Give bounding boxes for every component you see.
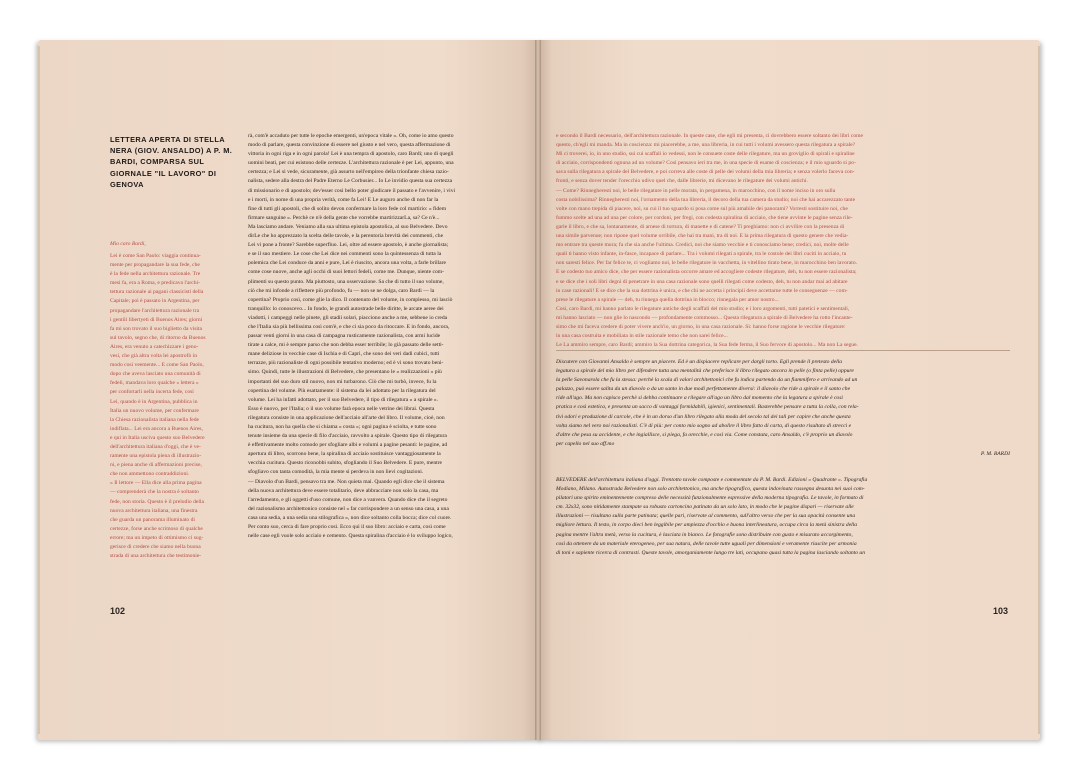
text-line: propagandare l'architettura razionale tra — [110, 307, 200, 314]
text-line: della nuova architettura deve essere totalitario, deve abbracciare non solo la casa, ma — [248, 487, 439, 494]
text-line: che non ammettono contraddizioni. — [110, 471, 190, 478]
text-line: costa nobilissima? Rinnegheresti noi, l'ornamento della tua libreria, il decoro della tua camera da studio; noi che hai accarezzato tante — [556, 196, 856, 203]
text-line: tettura razionale ai pagani classicisti della — [110, 289, 204, 296]
text-line: che guarda un panorama illuminato di — [110, 516, 195, 523]
text-line: garle il libro, e che sa, lontanamente, di arnese di tortura, di manette e di catene? Ti preghiamo: non ci avvilire con la presenza di — [556, 223, 845, 230]
text-line: modo così veemente... E come San Paolo, — [110, 362, 204, 369]
text-line: viadotti, i campeggi nelle pinete, gli stadii solari, piacciono anche a me, sebbene io creda — [248, 314, 448, 321]
text-line: tranquillo: lo conoscevo... In fondo, le grandi autostrade belle diritte, le arcate aeree dei — [248, 305, 444, 312]
separator — [556, 350, 1010, 351]
text-line: i gentili libertyeti di Buenos Aires; giorni — [110, 316, 203, 323]
text-line: Lei, quando è in Argentina, pubblica in — [110, 398, 198, 405]
text-line: terrazze, più razionaliste di ogni possibile tentativo moderno; ed è vi sono trovato beni- — [248, 360, 444, 367]
text-line: fedeli, mandava loro qualche « lettera » — [110, 380, 199, 387]
text-line: pagina mentre l'altra metà, verso la cucitura, è lasciata in bianco. Le fotografie sono distribuite con gusto e misurato accorgimento, — [556, 531, 853, 538]
text-line: plimenti su questo punto. Ma piuttosto, una osservazione. Sa che di tutto il suo volume, — [248, 278, 444, 285]
text-line: migliore lettura. Il testo, in corpo dieci ben leggibile per ampiezza d'occhio e buona interlineatura, occupa circa la metà sinistra della — [556, 522, 858, 529]
text-line: dirLe che ho apprezzato la scelta delle tavole, e la perentoria brevità dei commenti, che — [248, 233, 444, 240]
text-line: è la fede nella architettura razionale. Tre — [110, 271, 201, 278]
text-line: cm. 32x32, sono nitidamente stampate su robusto cartoncino patinato da un solo lato, in modo che le pagine dispari — riservate alle — [556, 504, 854, 511]
text-line: la pelle Savonarola che fu la stessa: perchè la scala di valori architettonici che fu indica partendo da un fiammifero e arrivando ad un — [556, 377, 858, 384]
text-line: — comprenderà che la nostra è soltanto — [110, 489, 199, 496]
text-line: Ma lasciamo andare. Veniamo alla sua ultima epistola apostolica, al suo Belvedere. Devo — [248, 223, 448, 230]
text-line: fine di tutti gli apostoli, che di solito devon confermare la loro fede col martirio: « fidem — [248, 205, 447, 212]
text-line: e secondo il Bardi necessario, dell'architettura razionale. In queste case, che egli mi presenta, ci dovrebbero essere soltanto dei libri come — [556, 133, 863, 139]
text-line: tirate a calce, mi è sempre parso che non debba esser terribile; lo già passato delle setti- — [248, 342, 444, 349]
text-line: che l'Italia sia più bellissima così com'è, e che ci sia poco da ritoccare. E in fondo, ancora, — [248, 323, 450, 330]
text-line: BELVEDERE dell'architettura italiana d'oggi. Trentotto tavole composte e commentate da P. M. Bardi. Edizioni « Quadrante ». Tipografia — [556, 477, 868, 483]
text-line: questo, ch'egli mi manda. Ma in coscienza: mi piacerebbe, a me, una libreria, in cui tutti i volumi avessero questa rilegatura a spirale? — [556, 142, 856, 149]
text-line: ha cucitura, non ha quella che si chiama « costa »; ogni pagina è sciolta, e tutte sono — [248, 424, 437, 430]
text-line: Le La ammiro sempre, caro Bardi; ammiro la Sua dottrina categorica, la Sua fede ferma, il Suo fervore di apostolo... Ma non La segue. — [556, 342, 858, 349]
right-page — [537, 40, 1040, 740]
text-line: Così, caro Bardi, mi hanno parlato le rilegature antiche degli scaffali del mio studio; e i loro argomenti, tutti patetici e sentimentali, — [556, 305, 850, 312]
text-line: nalista, sedere alla destra del Padre Eterno Le Corbusier... Io Le invidio questa sua certezza — [248, 178, 453, 185]
review-block — [556, 476, 1010, 558]
text-line: errore; ma un impeto di ottimismo ci sug- — [110, 534, 204, 541]
book-spine — [535, 40, 541, 740]
text-line: Esso è nuovo, per l'Italia; o il suo volume farà epoca nelle vetrine dei librai. Questa — [248, 405, 435, 412]
text-line: importanti del suo duro stil nuovo, non mi turbarono. Ciò che mi turbò, invece, fu la — [248, 378, 437, 385]
text-line: ciò che mi infonde a riflettere più profondo, fu — non se ne dolga, caro Bardi — la — [248, 287, 435, 294]
red-text-block — [556, 132, 1010, 350]
text-line: nuova architettura italiana, una finestra — [110, 507, 198, 514]
text-line: sul tavolo, segno che, di ritorno da Buenos — [110, 334, 206, 341]
article-heading: LETTERA APERTA DI STELLA NERA (GIOV. ANSALDO) A P. M. BARDI, COMPARSA SUL GIORNALE "IL LAVORO" DI GENOVA — [110, 135, 233, 189]
text-line: mente per propagandare la sua fede, che — [110, 262, 200, 269]
text-line: tenute insieme da una specie di filo d'acciaio, ravvolto a spirale. Questo tipo di rilegatura — [248, 433, 447, 440]
text-line: certezze, forse anche scrimoso di qualche — [110, 525, 203, 532]
text-line: Discutere con Giovanni Ansaldo è sempre un piacere. Ed è un dispiacere replicare per dargli torto. Egli prende il pretesto della — [556, 359, 843, 365]
text-line: fa mi son trovato il suo biglietto da visita — [110, 325, 202, 332]
text-line: di missionario e di apostolo; dev'esser così bello poter giudicare il passato e l'avvenire, i vivi — [248, 187, 456, 194]
text-line: firmare sanguine ». Perchè ce n'è della gente che vorrebbe martirizzarLa, sa? Ce n'è... — [248, 214, 440, 221]
text-line: ni, e piena anche di affermazioni precise, — [110, 462, 202, 469]
text-line: apertura di libro, scorrono bene, la spiralina di acciaio sostituisce vantaggiosamente la — [248, 451, 441, 458]
left-page — [38, 40, 543, 740]
text-line: Capitale; poi è passato in Argentina, per — [110, 298, 200, 305]
text-line: vittoria in ogni riga e in ogni parola! Lei è una tempra di apostolo, caro Bardi; uno di quegli — [248, 151, 454, 158]
text-line: e i morti, in nome di una propria verità, come fa Lei! E Le auguro anche di non far la — [248, 196, 439, 203]
left-column-1 — [110, 252, 234, 561]
text-line: palazzo, può essere salita da un diavolo o da un santo in due modi perfettamente diversi: il diavolo che ride a spirale e il santo che — [556, 386, 851, 393]
text-line: nelle case egli vuole solo acciaio e cemento. Questa spiralina d'acciaio è lo sviluppo logico, — [248, 533, 453, 540]
text-line: — Diavolo d'un Bardi, pensavo tra me. Non quieta mai. Quando egli dice che il sistema — [248, 478, 445, 485]
text-line: per confortarli nella incerta fede, così — [110, 389, 194, 396]
text-line: vesi, che già altra volta lei apostrofò in — [110, 353, 197, 360]
text-line: simo. Quindi, tutte le illustrazioni di Belvedere, che presentano le « realizzazioni » più — [248, 369, 442, 376]
text-line: fronti, e senza dover tender l'orecchio udivo quel che, dalle librerie, mi dicevano le rilegature dei volumi antichi. — [556, 178, 808, 185]
text-line: simo che mi faceva credere di poter vivere anch'io, un giorno, in una casa razionale. Sì: hanno forse ragione le vecchie rilegature: — [556, 323, 846, 330]
text-line: volume. Lei ha infatti adottato, per il suo Belvedere, il tipo di rilegatura « a spirale ». — [248, 396, 439, 403]
text-line: prese le rilegature a spirale — deh, tu rinnega quella dottrina in blocco; rinnegala per amor nostro... — [556, 296, 779, 303]
text-line: casa una sedia, a una sedia una stilografica », non dice soltanto colla bocca; dice col cuore. — [248, 514, 452, 521]
text-line: pratica e così estetica, e presenta un sacco di vantaggi formidabili, igienici, sentimentali. Basterebbe pensare a tutta la colla, con rela- — [556, 404, 859, 411]
page-edge — [1038, 46, 1040, 734]
text-line: dell'architettura italiana d'oggi, che è ve- — [110, 443, 201, 450]
text-line: volta siamo nel vero noi razionalisti. C'è di più: per conto mio sogno ad abolire il libro fatto di carta, di questo risultato di strecci e — [556, 422, 852, 429]
text-line: Aires, era venuto a catechizzare i geno- — [110, 343, 199, 350]
text-line: polemica che Lei conduce da anni e pure, Lei è riuscito, ancora una volta, a farle brillare — [248, 260, 447, 267]
text-line: fummo scelte ad una ad una per colore, per cordoni, per fregi, con codesta spiralina di acciaio, che tiene avvinte le pagine senza rile- — [556, 214, 853, 221]
text-line: vecchia cucitura. Questo riconobbi subito, sfogliando il Suo Belvedere. E pure, mentre — [248, 460, 443, 467]
text-line: ramente una epistola piena di illustrazio- — [110, 453, 202, 460]
text-line: Mi ci troverei, io, in uno studio, sui cui scaffali io vedessi, non le consuete coste delle rilegature, ma un groviglio di spirali e spiraline — [556, 151, 855, 158]
text-line: Modiano, Milano. Autostrada Belvedere non solo architettonico, ma anche tipografico, questa indovinata rassegna desunta nei suoi com- — [556, 486, 865, 493]
text-line: uomini beati, per cui esistono delle certezze. L'architettura razionale è per Lei, appunto, una — [248, 160, 454, 167]
text-line: copertina? Proprio così, come glie la dico. Il contenuto del volume, in complesso, mi lasciò — [248, 296, 453, 303]
text-line: in case razionali! E se dice che la sua dottrina è unica, e che chi ne accetta i principii deve accettarne tutte le conseguenze — com- — [556, 287, 848, 294]
text-line: « Il lettore — Ella dice alla prima pagina — [110, 480, 202, 487]
text-line: dopo che aveva lasciato una comunità di — [110, 371, 201, 378]
text-line: passar venti giorni in una casa di campagna rusticamente razionalista, con armi lucide — [248, 333, 441, 340]
salutation: Mio caro Bardi, — [110, 241, 146, 247]
text-line: è effettivamente molto comodo per sfogliare albi e volumi a pagine pesanti: le pagine, ad — [248, 442, 448, 449]
text-line: indiflata... Lei era ancora a Buenos Aires, — [110, 425, 203, 432]
text-line: mesi fa, era a Roma, e predicava l'archi- — [110, 280, 200, 287]
text-line: sava sulla rilegatura a spirale del Belvedere, e poi correva alle coste di pelle dei volumi della mia libreria; e senza volerlo faceva con- — [556, 169, 855, 176]
text-line: certezza; e Lei si vede, sicuramente, già assurto nell'empireo della trionfante chiesa razio- — [248, 169, 449, 176]
text-line: la Chiesa razionalista italiana nella fede — [110, 416, 199, 423]
text-line: E se codesto tuo amico dice, che per essere razionalista occorre amare ed accogliere codeste rilegature, deh, tu non essere razionalista; — [556, 269, 857, 276]
text-line: non saresti felice. Per far felice te, ci vogliamo noi, le belle rilegature in vacchetta, in vitellino tirato bene, in marocchino ben lavorato. — [556, 260, 858, 267]
text-line: gerisce di credere che siamo nella buona — [110, 544, 201, 550]
page-number-right: 103 — [993, 606, 1009, 616]
text-line: volte con mano trepida di piacere, noi, su cui il tuo sguardo si posa come sul più amabile dei panorami? Vorresti sostituire noi, che — [556, 205, 848, 212]
text-line: quali ti hanno visto infante, in-fasce, incapace di parlare... Tra i volumi rilegati a spirale, tra le costole dei libri cuciti in acciaio, tu — [556, 251, 847, 258]
text-line: illustrazioni — risultano sulla parte patinata; quelle pari, riservate al commento, sull'altro verso che per la sua opacità consente una — [556, 513, 856, 520]
text-line: e qui in Italia usciva questo suo Belvedere — [110, 434, 205, 441]
text-line: copertina del volume. Più esattamente: il sistema da lei adottato per la rilegatura del — [248, 387, 436, 394]
italic-reply-block — [556, 358, 1010, 449]
text-line: Lei è come San Paolo: viaggia continua- — [110, 253, 201, 259]
text-line: in una casa costruita e mobiliata in stile razionale temo che non sarei felice... — [556, 333, 728, 340]
text-line: per capello nel suo aff.mo — [556, 440, 615, 447]
text-line: — Come? Rinnegheresti noi, le belle rilegature in pelle morata, in pergamena, in marocchino, con il nome inciso in oro sulla — [556, 187, 836, 194]
text-line: rilegatura consiste in una applicazione dell'acciaio all'arte del libro. Il volume, cioè, non — [248, 414, 445, 421]
text-line: rà, com'è accaduto per tutte le epoche emergenti, un'epoca vitale ». Oh, come io amo questo — [248, 133, 454, 139]
text-line: Lei vi pone a fronte? Sarebbe superfluo. Lei, oltre ad essere apostolo, è anche giornalista; — [248, 242, 449, 249]
text-line: di toni e sapiente ricerca di contrasti. Queste tavole, amorganiamente lungo tre lati, occupano quasi tutta la pagina lasciando soltanto un — [556, 549, 866, 556]
text-line: tivi odori e produzione di carcole, che è in un dorso d'un libro rilegato alla moda del secolo tal dei tali per capire che anche questa — [556, 413, 851, 420]
text-line: mane deliziose in vecchie case di Ischia e di Capri, che sono dei veri dadi cubici, tutti — [248, 351, 440, 358]
text-line: mi hanno lasciato — non glie lo nascondo — profondamente commosso... Questa rilegatura a spirale di Belvedere ha rotto l'incante- — [556, 314, 853, 321]
text-line: pilatori uno spirito eminentemente compreso delle necessità funzionalmente espressive della moderna tipografia. Le tavole, in formato di — [556, 495, 864, 502]
page-number-left: 102 — [110, 606, 126, 616]
left-column-2 — [248, 132, 523, 541]
text-line: modo di parlare, questa convinzione di essere nel giusto e nel vero, questa affermazione di — [248, 142, 451, 149]
text-line: l'arredamento, e gli oggetti d'uso comune, non dice a vanvera. Quando dice che il segreto — [248, 496, 448, 503]
italic-signature: P. M. BARDI — [980, 451, 1010, 457]
text-line: e se il suo mestiere. Le cose che Lei dice nei commenti sono la quintessenza di tutta la — [248, 251, 442, 258]
text-line: fede, non storia. Questo è il preludio della — [110, 498, 204, 505]
text-line: sfogliavo con tanta comodità, la mia mente si perdeva in non lievi cogitazioni. — [248, 469, 424, 476]
text-line: Italia un nuovo volume, per confermare — [110, 407, 199, 414]
text-line: Per conto suo, cerca di fare proprio così. Ecco qui il suo libro: acciaio e carta, così come — [248, 524, 446, 531]
text-line: mo entrare tra queste mura; fa che sia anche l'ultima. Credici, noi che siamo vecchie e ti conosciamo bene; credici, noi, molte delle — [556, 242, 849, 249]
text-line: come cose nuove, anche agli occhi di suoi lettori fedeli, come me. Dunque, niente com- — [248, 269, 445, 276]
text-line: e se dice che i soli libri degni di penetrare in una casa razionale sono quelli rilegati come codesto, deh, tu non andar mai ad abitare — [556, 278, 848, 285]
page-edge — [38, 46, 40, 734]
text-line: legatura a spirale del mio libro per difendere tutta una mentalità che preferisce il libro rilegato ancora in pelle (o finta pelle) oppure — [556, 368, 854, 375]
text-line: una simile parvenue; non ripone quel volume orribile, che hai tra mani, tra di noi. E la prima rilegatura di questo genere che vedia- — [556, 233, 849, 240]
text-line: di acciaio, corrispondenti ognuna ad un volume? Così pensavo ieri tra me, in una specie di esame di coscienza; e il mio sguardo si po- — [556, 160, 856, 167]
text-line: d'altre che pesa su accidente, e che ingiallisce, si piega, fa orecchie, e così via. Come constata, caro Ansaldo, c'è proprio un diavolo — [556, 431, 853, 438]
open-book — [38, 40, 1040, 740]
text-line: del razionalismo architettonico consiste nel « far corrispondere a un senso una casa, a una — [248, 505, 449, 512]
text-line: così da ottenere da un materiale eterogeneo, per sua natura, delle tavole tutte uguali per dimensioni e veramente riuscite per armonia — [556, 540, 857, 547]
text-line: strada di una architettura che testimonie- — [110, 553, 202, 560]
text-line: ride all'ago. Ma non capisco perchè si debba continuare a rilegare all'ago un libro dal momento che la legatura a spirale è così — [556, 395, 843, 402]
